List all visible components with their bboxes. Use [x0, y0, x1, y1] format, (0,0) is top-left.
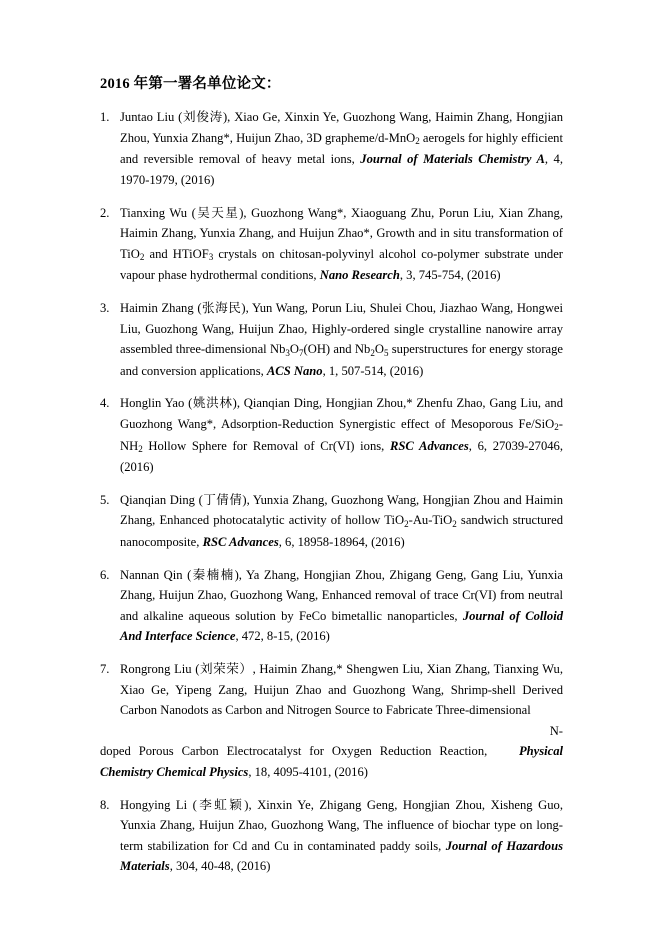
- entry-citation: , 3, 745-754, (2016): [399, 268, 501, 283]
- reference-entry: [100, 393, 563, 477]
- entry-title: Enhanced removal of trace Cr(VI) from neutral and alkaline aqueous solution by FeCo bimetallic nanoparticles,: [120, 588, 563, 623]
- journal-name: Journal of Colloid And Interface Science: [120, 608, 564, 644]
- reference-entry: [100, 565, 563, 647]
- reference-entry: [100, 795, 563, 877]
- entry-number: 2.: [100, 205, 110, 220]
- journal-name: Nano Research: [319, 268, 400, 283]
- entry-title-cont: superstructures for energy storage and conversion applications,: [120, 342, 564, 378]
- entry-title-line-break: [120, 721, 563, 742]
- entry-title-cont: O: [289, 342, 300, 357]
- entry-title: Adsorption-Reduction Synergistic effect of Mesoporous Fe/SiO: [221, 417, 555, 432]
- entry-text: [120, 107, 563, 190]
- entry-title-cont: Hollow Sphere for Removal of Cr(VI) ions,: [142, 438, 385, 453]
- entry-title: Shrimp-shell Derived Carbon Nanodots as Carbon and Nitrogen Source to Fabricate Three-dimensional: [120, 682, 563, 718]
- subscript: 2: [415, 136, 420, 147]
- entry-authors: Hongying Li (李虹颖), Xinxin Ye, Zhigang Geng, Hongjian Zhou, Xisheng Guo, Yunxia Zhang, Huijun Zhao, Guozhong Wang,: [120, 797, 563, 833]
- entry-title: The influence of biochar type on long-term stabilization for Cd and Cu in contaminated paddy soils,: [120, 818, 563, 853]
- entry-number: 7.: [100, 661, 110, 676]
- entry-authors: Tianxing Wu (吴天星), Guozhong Wang*, Xiaoguang Zhu, Porun Liu, Xian Zhang, Haimin Zhang, Yunxia Zhang, and Huijun Zhao*,: [120, 205, 563, 241]
- reference-entry: [100, 490, 563, 553]
- entry-title-cont: and HTiOF: [144, 246, 209, 261]
- entry-citation: , 4, 1970-1979, (2016): [120, 152, 563, 188]
- entry-citation: , 1, 507-514, (2016): [322, 363, 424, 378]
- document-body: [100, 74, 563, 877]
- entry-authors: Juntao Liu (刘俊涛), Xiao Ge, Xinxin Ye, Guozhong Wang, Haimin Zhang, Hongjian Zhou, Yunxia Zhang*, Huijun Zhao,: [120, 110, 563, 145]
- entry-title-cont: doped Porous Carbon Electrocatalyst for Oxygen Reduction Reaction,: [100, 744, 488, 759]
- entry-text: [120, 203, 563, 286]
- entry-number: 6.: [100, 567, 110, 582]
- journal-name: Journal of Materials Chemistry A: [360, 152, 545, 167]
- entry-citation: , 18, 4095-4101, (2016): [248, 764, 368, 779]
- entry-citation: , 304, 40-48, (2016): [169, 859, 271, 874]
- entry-authors: Haimin Zhang (张海民), Yun Wang, Porun Liu, Shulei Chou, Jiazhao Wang, Hongwei Liu, Guozhong Wang, Huijun Zhao,: [120, 301, 563, 336]
- subscript: 3: [285, 347, 290, 358]
- subscript: 2: [404, 518, 409, 529]
- subscript: 2: [554, 422, 559, 433]
- entry-title: 3D grapheme/d-MnO: [306, 130, 416, 145]
- entry-text: [120, 659, 563, 741]
- subscript: 7: [299, 347, 304, 358]
- entry-authors: Rongrong Liu (刘荣荣）, Haimin Zhang,* Shengwen Liu, Xian Zhang, Tianxing Wu, Xiao Ge, Yipeng Zang, Huijun Zhao and Guozhong Wang,: [120, 661, 563, 697]
- reference-entry: [100, 659, 563, 783]
- subscript: 2: [370, 347, 375, 358]
- entry-citation: , 472, 8-15, (2016): [235, 629, 330, 644]
- entry-title: Enhanced photocatalytic activity of hollow TiO: [159, 513, 405, 528]
- entry-number: 5.: [100, 492, 110, 507]
- journal-name: Physical Chemistry Chemical Physics: [100, 744, 564, 779]
- page-title: 2016 年第一署名单位论文：: [100, 76, 281, 92]
- subscript: 2: [138, 443, 143, 454]
- entry-title-cont: -NH: [120, 417, 563, 453]
- entry-authors: Qianqian Ding (丁倩倩), Yunxia Zhang, Guozhong Wang, Hongjian Zhou and Haimin Zhang,: [120, 492, 563, 528]
- entry-title-cont: aerogels for highly efficient and reversible removal of heavy metal ions,: [120, 130, 563, 167]
- entry-title-cont: O: [374, 342, 384, 357]
- entry-text: [120, 565, 563, 647]
- reference-entry: [100, 298, 563, 381]
- reference-entry: [100, 107, 563, 190]
- entry-text: [120, 490, 563, 553]
- subscript: 3: [208, 252, 214, 263]
- entry-number: 8.: [100, 797, 110, 812]
- journal-name: RSC Advances: [390, 438, 469, 453]
- journal-name: Journal of Hazardous Materials: [120, 838, 564, 874]
- entry-number: 4.: [100, 396, 110, 411]
- entry-title-break-right: N-: [549, 723, 563, 738]
- subscript: 2: [139, 252, 145, 263]
- entry-text: [120, 795, 563, 877]
- entry-authors: Nannan Qin (秦楠楠), Ya Zhang, Hongjian Zhou, Zhigang Geng, Gang Liu, Yunxia Zhang, Huijun Zhao, Guozhong Wang,: [120, 567, 563, 603]
- entry-text-continuation: [100, 741, 563, 782]
- entry-title: Highly-ordered single crystalline nanowire array assembled three-dimensional Nb: [120, 321, 563, 357]
- entry-title-cont: sandwich structured nanocomposite,: [120, 513, 564, 549]
- entry-citation: , 6, 27039-27046, (2016): [120, 438, 564, 475]
- entry-citation: , 6, 18958-18964, (2016): [278, 534, 405, 549]
- subscript: 2: [452, 518, 457, 529]
- journal-name: ACS Nano: [266, 363, 323, 378]
- entry-title-cont: -Au-TiO: [408, 513, 453, 528]
- entry-title: Growth and in situ transformation of TiO: [120, 226, 563, 261]
- entry-number: 3.: [100, 301, 110, 316]
- entry-text: [120, 298, 563, 381]
- entry-number: 1.: [100, 110, 110, 125]
- reference-entry: [100, 203, 563, 286]
- subscript: 5: [383, 347, 389, 358]
- entry-authors: Honglin Yao (姚洪林), Qianqian Ding, Hongjian Zhou,* Zhenfu Zhao, Gang Liu, and Guozhong Wang*,: [120, 396, 563, 432]
- entry-title-cont: (OH) and Nb: [303, 342, 371, 357]
- entry-text: [120, 393, 563, 477]
- journal-name: RSC Advances: [202, 534, 279, 549]
- entry-title-cont: crystals on chitosan-polyvinyl alcohol co-polymer substrate under vapour phase hydrothermal conditions,: [120, 246, 563, 283]
